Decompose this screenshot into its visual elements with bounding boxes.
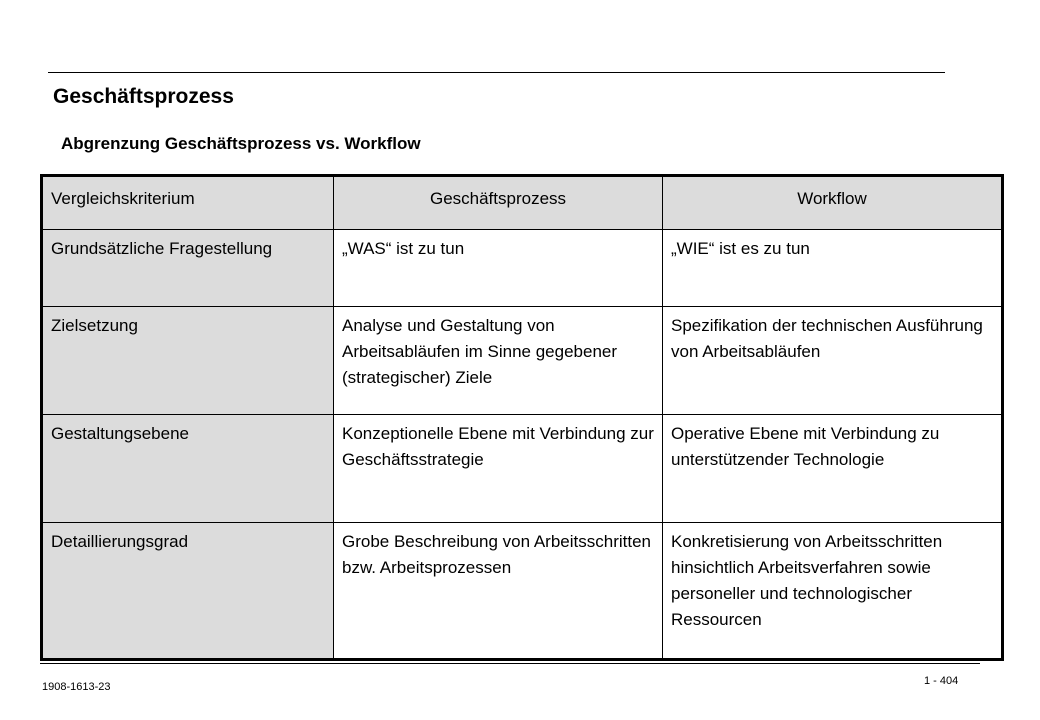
page-title: Geschäftsprozess: [53, 85, 234, 108]
comparison-table: [40, 174, 1004, 661]
page-number: 1 - 404: [924, 675, 959, 687]
table-header-row: [42, 176, 1003, 230]
column-header-criterion: Vergleichskriterium: [42, 176, 334, 230]
table-row: [42, 230, 1003, 307]
row-process-value: Konzeptionelle Ebene mit Verbindung zur Geschäftsstrategie: [334, 414, 663, 522]
row-criterion: Detaillierungsgrad: [42, 523, 334, 660]
row-criterion: Grundsätzliche Fragestellung: [42, 230, 334, 307]
row-workflow-value: Spezifikation der technischen Ausführung von Arbeitsabläufen: [663, 306, 1003, 414]
row-process-value: Grobe Beschreibung von Arbeitsschritten bzw. Arbeitsprozessen: [334, 523, 663, 660]
row-criterion: Zielsetzung: [42, 306, 334, 414]
table-row: [42, 523, 1003, 660]
column-header-workflow: Workflow: [663, 176, 1003, 230]
column-header-process: Geschäftsprozess: [334, 176, 663, 230]
row-process-value: Analyse und Gestaltung von Arbeitsabläufen im Sinne gegebener (strategischer) Ziele: [334, 306, 663, 414]
page-subtitle: Abgrenzung Geschäftsprozess vs. Workflow: [61, 134, 421, 153]
table-row: [42, 306, 1003, 414]
row-workflow-value: „WIE“ ist es zu tun: [663, 230, 1003, 307]
row-workflow-value: Operative Ebene mit Verbindung zu unterstützender Technologie: [663, 414, 1003, 522]
row-workflow-value: Konkretisierung von Arbeitsschritten hinsichtlich Arbeitsverfahren sowie personeller und technologischer Ressourcen: [663, 523, 1003, 660]
row-criterion: Gestaltungsebene: [42, 414, 334, 522]
row-process-value: „WAS“ ist zu tun: [334, 230, 663, 307]
top-divider: [48, 72, 945, 73]
document-code: 1908-1613-23: [42, 681, 111, 693]
bottom-divider: [40, 663, 980, 664]
table-row: [42, 414, 1003, 522]
